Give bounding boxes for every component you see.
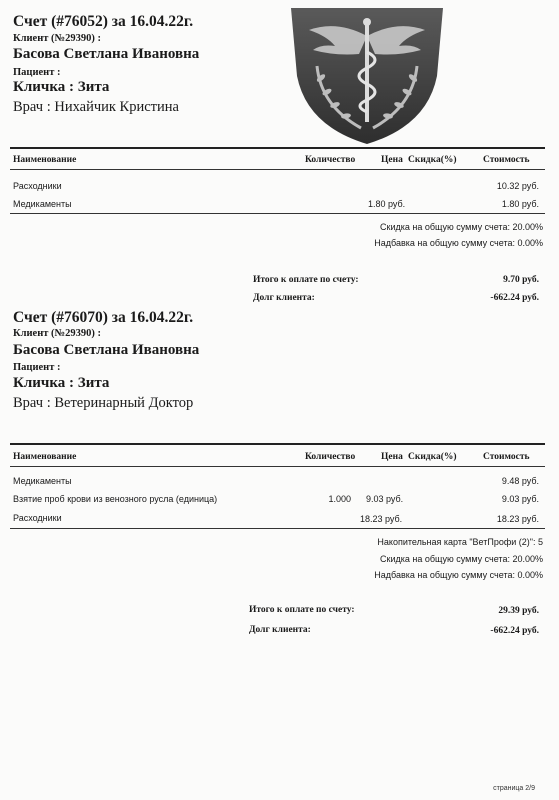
- table-header-rule: [10, 466, 545, 467]
- patient-label: Пациент :: [13, 362, 61, 373]
- table-bottom-rule: [10, 213, 545, 214]
- table-row-cost: 9.03 руб.: [501, 494, 539, 504]
- client-id-line: Клиент (№29390) :: [13, 33, 101, 44]
- discount-note: Скидка на общую сумму счета: 20.00%: [380, 222, 543, 232]
- pet-name: Кличка : Зита: [13, 79, 110, 95]
- vet-caduceus-shield-logo: [287, 6, 447, 146]
- table-row-cost: 18.23 руб.: [496, 514, 539, 524]
- debt-value: -662.24 руб.: [490, 293, 539, 303]
- table-top-rule: [10, 443, 545, 445]
- table-row-name: Взятие проб крови из венозного русла (единица): [13, 494, 218, 504]
- discount-note: Скидка на общую сумму счета: 20.00%: [380, 554, 543, 564]
- surcharge-note: Надбавка на общую сумму счета: 0.00%: [374, 238, 543, 248]
- table-row-price: 1.80 руб.: [368, 199, 406, 209]
- invoice-title: Счет (#76052) за 16.04.22г.: [13, 13, 194, 30]
- client-id-line: Клиент (№29390) :: [13, 328, 101, 339]
- client-name: Басова Светлана Ивановна: [13, 342, 200, 358]
- col-header-name: Наименование: [13, 452, 77, 462]
- col-header-price: Цена: [381, 452, 403, 462]
- table-row-cost: 10.32 руб.: [496, 181, 539, 191]
- patient-label: Пациент :: [13, 67, 61, 78]
- table-row-name: Расходники: [13, 181, 62, 191]
- col-header-cost: Стоимость: [483, 155, 530, 165]
- col-header-qty: Количество: [305, 155, 356, 165]
- pet-name: Кличка : Зита: [13, 375, 110, 391]
- loyalty-card-note: Накопительная карта "ВетПрофи (2)": 5: [377, 537, 543, 547]
- col-header-price: Цена: [381, 155, 403, 165]
- table-row-cost: 9.48 руб.: [501, 476, 539, 486]
- table-top-rule: [10, 147, 545, 149]
- surcharge-note: Надбавка на общую сумму счета: 0.00%: [374, 570, 543, 580]
- doctor-name: Врач : Ветеринарный Доктор: [13, 395, 194, 411]
- table-row-qty: 1.000: [328, 494, 351, 504]
- table-header-rule: [10, 169, 545, 170]
- page-number: страница 2/9: [493, 785, 535, 792]
- table-bottom-rule: [10, 528, 545, 529]
- total-value: 9.70 руб.: [503, 275, 539, 285]
- client-name: Басова Светлана Ивановна: [13, 46, 200, 62]
- col-header-discount: Скидка(%): [408, 452, 457, 462]
- debt-label: Долг клиента:: [253, 293, 315, 303]
- total-label: Итого к оплате по счету:: [253, 275, 359, 285]
- debt-label: Долг клиента:: [249, 625, 311, 635]
- total-label: Итого к оплате по счету:: [249, 605, 355, 615]
- table-row-price: 9.03 руб.: [366, 494, 404, 504]
- total-value: 29.39 руб.: [498, 606, 539, 616]
- table-row-name: Расходники: [13, 513, 62, 523]
- table-row-name: Медикаменты: [13, 199, 72, 209]
- invoice-title: Счет (#76070) за 16.04.22г.: [13, 309, 194, 326]
- col-header-qty: Количество: [305, 452, 356, 462]
- col-header-cost: Стоимость: [483, 452, 530, 462]
- col-header-name: Наименование: [13, 155, 77, 165]
- table-row-cost: 1.80 руб.: [501, 199, 539, 209]
- doctor-name: Врач : Нихайчик Кристина: [13, 99, 179, 115]
- debt-value: -662.24 руб.: [490, 626, 539, 636]
- table-row-price: 18.23 руб.: [360, 514, 403, 524]
- table-row-name: Медикаменты: [13, 476, 72, 486]
- col-header-discount: Скидка(%): [408, 155, 457, 165]
